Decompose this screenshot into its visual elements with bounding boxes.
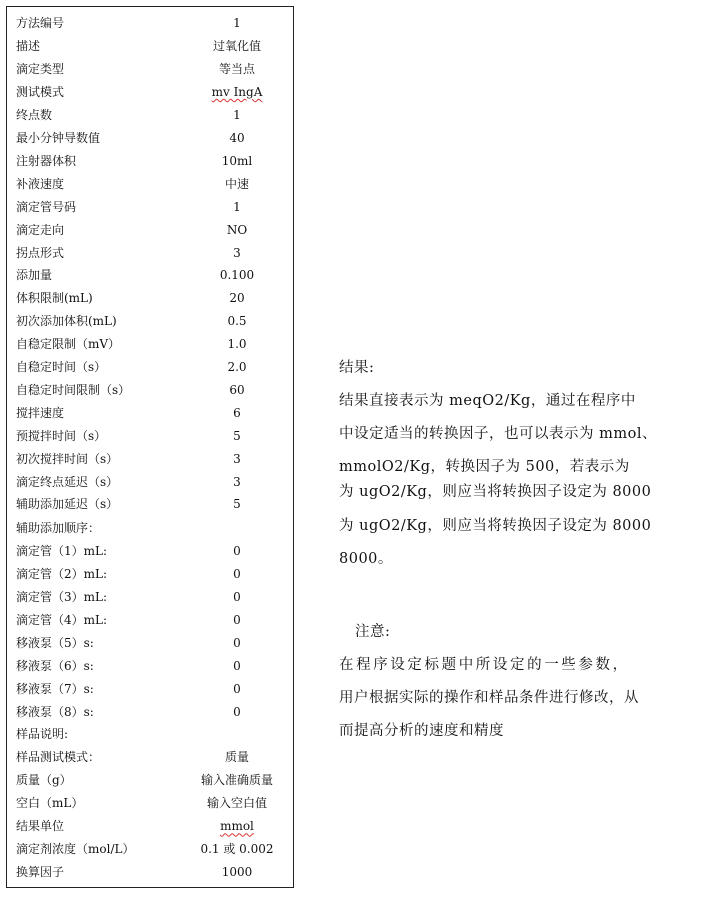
param-row (7, 792, 293, 815)
param-label: 辅助添加延迟（s） (16, 496, 119, 511)
param-row (7, 609, 293, 632)
param-row (7, 815, 293, 838)
param-value: 60 (229, 383, 245, 398)
param-row (7, 494, 293, 511)
result-line-2: 中设定适当的转换因子，也可以表示为 mmol、 (339, 426, 657, 442)
param-row (7, 632, 293, 655)
param-label: 移液泵（7）s: (16, 681, 94, 696)
param-row (7, 12, 293, 35)
param-value: mmol (220, 819, 254, 834)
result-section (339, 352, 704, 484)
param-row (7, 58, 293, 81)
param-row (7, 356, 293, 379)
param-value: 6 (233, 406, 241, 421)
param-row (7, 287, 293, 310)
param-row (7, 678, 293, 701)
param-label: 滴定管（4）mL: (16, 612, 108, 627)
param-row (7, 861, 293, 884)
param-row (7, 586, 293, 609)
param-value: 40 (229, 130, 245, 145)
param-label: 初次添加体积(mL) (16, 314, 117, 329)
param-label: 初次搅拌时间（s） (16, 452, 119, 467)
param-label: 搅拌速度 (16, 406, 65, 421)
param-value: 1000 (221, 865, 253, 880)
param-value: 0.5 (227, 314, 247, 329)
param-label: 移液泵（6）s: (16, 658, 94, 673)
param-value: 1 (233, 16, 241, 30)
param-row (7, 264, 293, 287)
param-value: 中速 (224, 176, 249, 191)
param-label: 拐点形式 (16, 245, 65, 260)
param-label: 换算因子 (16, 865, 65, 880)
param-row (7, 150, 293, 173)
param-row (7, 196, 293, 219)
param-label: 移液泵（8）s: (16, 704, 94, 719)
param-value: 3 (233, 245, 241, 260)
param-value: 0.100 (219, 268, 255, 283)
param-row (7, 242, 293, 265)
param-label: 滴定管（2）mL: (16, 566, 108, 581)
param-row (7, 425, 293, 448)
param-label: 滴定管（1）mL: (16, 543, 108, 558)
param-value: 20 (229, 291, 245, 306)
param-value: 1.0 (227, 337, 247, 352)
note-title: 注意: (355, 624, 391, 640)
param-value: 输入准确质量 (200, 773, 273, 788)
param-value: 0 (233, 704, 241, 719)
param-label: 滴定终点延迟（s） (16, 475, 119, 489)
param-label: 滴定走向 (16, 222, 65, 237)
param-value: NO (226, 222, 248, 237)
param-row (7, 379, 293, 402)
param-row (7, 723, 293, 746)
param-value: 0 (233, 612, 241, 627)
param-value: 0 (233, 566, 241, 581)
param-label: 辅助添加顺序： (16, 520, 101, 535)
param-label: 最小分钟导数值 (16, 130, 101, 145)
result-line-4: 为 ugO2/Kg，则应当将转换因子设定为 8000 (339, 518, 652, 534)
param-label: 滴定类型 (16, 61, 65, 76)
note-line-2: 用户根据实际的操作和样品条件进行修改，从 (339, 690, 639, 706)
param-label: 方法编号 (16, 16, 65, 30)
param-value: 3 (233, 452, 241, 467)
note-line-3: 而提高分析的速度和精度 (339, 723, 504, 739)
parameter-table (6, 6, 294, 888)
param-row (7, 104, 293, 127)
param-value: 2.0 (227, 360, 247, 375)
param-row (7, 173, 293, 196)
param-row (7, 81, 293, 104)
param-label: 滴定剂浓度（mol/L） (16, 842, 135, 857)
param-label: 描述 (16, 38, 41, 53)
param-row (7, 333, 293, 356)
param-row (7, 448, 293, 471)
param-label: 滴定管（3）mL: (16, 589, 108, 604)
param-value: 0 (233, 589, 241, 604)
param-value: 输入空白值 (206, 796, 267, 811)
result-line-1: 结果直接表示为 meqO2/Kg，通过在程序中 (339, 393, 636, 409)
param-value: 1 (233, 199, 241, 214)
result-line-3: mmolO2/Kg，转换因子为 500，若表示为 (339, 459, 630, 475)
param-row (7, 701, 293, 724)
param-label: 移液泵（5）s: (16, 635, 94, 650)
param-value: 0 (233, 681, 241, 696)
param-label: 预搅拌时间（s） (16, 429, 107, 444)
param-row (7, 471, 293, 494)
param-row (7, 746, 293, 769)
param-value: 10ml (221, 153, 253, 168)
param-value: 质量 (224, 750, 249, 765)
param-row (7, 310, 293, 333)
param-value: 5 (233, 496, 241, 511)
param-label: 自稳定时间（s） (16, 360, 107, 375)
param-label: 样品说明: (16, 727, 69, 742)
param-row (7, 563, 293, 586)
result-continuation (339, 510, 704, 576)
param-row (7, 402, 293, 425)
param-label: 测试模式 (16, 84, 65, 99)
param-label: 体积限制(mL) (16, 291, 93, 306)
param-label: 空白（mL） (16, 796, 84, 811)
param-row (7, 769, 293, 792)
result-clipped-line: 为 ugO2/Kg，则应当将转换因子设定为 8000 (339, 484, 652, 500)
param-label: 滴定管号码 (16, 199, 77, 214)
param-row (7, 517, 293, 540)
param-label: 自稳定时间限制（s） (16, 383, 131, 398)
param-label: 质量（g） (16, 773, 72, 788)
param-value: 0 (233, 635, 241, 650)
param-row (7, 655, 293, 678)
param-row (7, 35, 293, 58)
param-value: 3 (233, 475, 241, 489)
param-label: 自稳定限制（mV） (16, 337, 121, 352)
param-value: 0.1 或 0.002 (200, 842, 274, 857)
param-value: 0 (233, 543, 241, 558)
param-label: 终点数 (16, 107, 53, 122)
param-label: 样品测试模式： (16, 750, 101, 765)
note-section (339, 616, 704, 748)
param-label: 结果单位 (16, 819, 65, 834)
param-value: 5 (233, 429, 241, 444)
param-label: 补液速度 (16, 176, 65, 191)
result-title: 结果: (339, 360, 375, 376)
param-value: 0 (233, 658, 241, 673)
param-row (7, 219, 293, 242)
param-row (7, 540, 293, 563)
param-row (7, 127, 293, 150)
param-label: 添加量 (16, 268, 53, 283)
note-line-1: 在程序设定标题中所设定的一些参数， (339, 657, 630, 673)
param-row (7, 838, 293, 861)
param-value: 等当点 (218, 61, 255, 76)
param-value: 1 (233, 107, 241, 122)
param-value: mv IngA (211, 84, 263, 99)
param-label: 注射器体积 (16, 153, 77, 168)
param-value: 过氧化值 (212, 38, 261, 53)
result-line-5: 8000。 (339, 551, 393, 567)
